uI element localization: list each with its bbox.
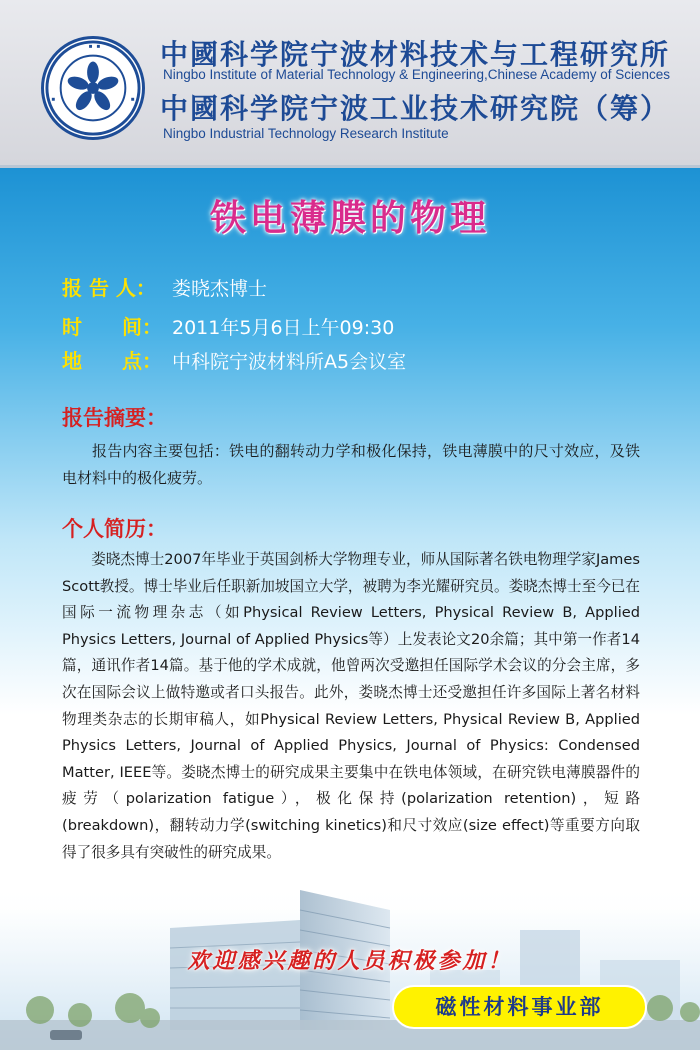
welcome-slogan: 欢迎感兴趣的人员积极参加！ [187,948,513,974]
cas-logo-icon [41,36,145,140]
header-banner [0,0,700,168]
research-institute-name-zh: 中國科学院宁波工业技术研究院（筹） [160,92,671,125]
speaker-label: 报 告 人： [62,276,156,300]
research-institute-name-en: Ningbo Industrial Technology Research Institute [163,126,449,141]
bio-heading: 个人简历： [62,517,167,541]
time-row [62,311,394,341]
speaker-row [62,272,267,302]
institute-name-en: Ningbo Institute of Material Technology & Engineering,Chinese Academy of Sciences [163,67,671,82]
abstract-heading: 报告摘要： [62,406,167,430]
time-value: 2011年5月6日上午09:30 [172,317,395,339]
speaker-value: 娄晓杰博士 [172,278,268,300]
time-label: 时 间： [62,315,162,339]
department-badge: 磁性材料事业部 [392,985,647,1029]
talk-title: 铁电薄膜的物理 [209,197,490,239]
bio-text: 娄晓杰博士2007年毕业于英国剑桥大学物理专业，师从国际著名铁电物理学家James Scott教授。博士毕业后任职新加坡国立大学，被聘为李光耀研究员。娄晓杰博士至今已在国际一流物理杂志（如Physical Review Letters, Physical Review B, Applied Physics Letters, Journal of Applied Physics等）上发表论文20余篇；其中第一作者14篇，通讯作者14篇。基于他的学术成就，他曾两次受邀担任国际学术会议的分会主席，多次在国际会议上做特邀或者口头报告。此外，娄晓杰博士还受邀担任许多国际上著名材料物理类杂志的长期审稿人，如Physical Review Letters, Physical Review B, Applied Physics Letters, Journal of Applied Physics, Journal of Physics: Condensed Matter, IEEE等。娄晓杰博士的研究成果主要集中在铁电体领域，在研究铁电薄膜器件的疲劳（polarization fatigue），极化保持(polarization retention)，短路(breakdown)，翻转动力学(switching kinetics)和尺寸效应(size effect)等重要方向取得了很多具有突破性的研究成果。 [62,551,640,861]
institute-name-zh: 中國科学院宁波材料技术与工程研究所 [160,38,671,71]
abstract-text: 报告内容主要包括：铁电的翻转动力学和极化保持，铁电薄膜中的尺寸效应，及铁电材料中的极化疲劳。 [62,442,640,487]
place-value: 中科院宁波材料所A5会议室 [172,351,407,373]
place-label: 地 点： [62,349,162,373]
place-row [62,345,406,375]
